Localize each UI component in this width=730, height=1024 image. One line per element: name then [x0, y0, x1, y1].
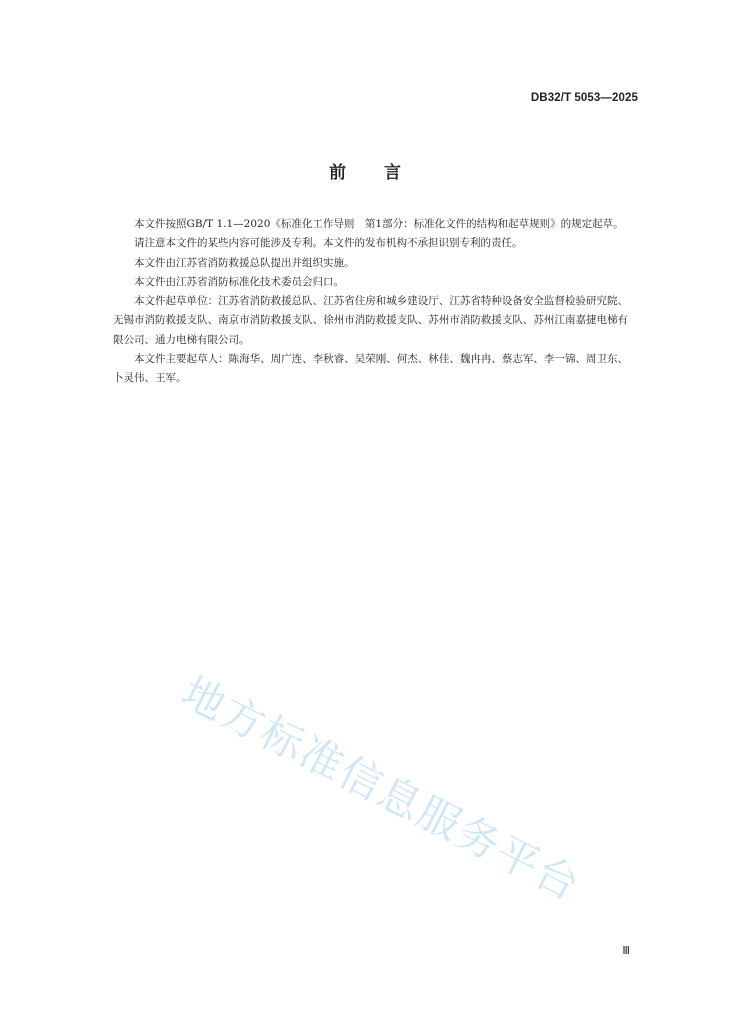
paragraph-patent-notice: 请注意本文件的某些内容可能涉及专利。本文件的发布机构不承担识别专利的责任。 — [134, 237, 523, 250]
paragraph-drafting-units: 本文件起草单位：江苏省消防救援总队、江苏省住房和城乡建设厅、江苏省特种设备安全监督检验研究院、无锡市消防救援支队、南京市消防救援支队、徐州市消防救援支队、苏州市消防救援支队、苏州江南嘉捷电梯有限公司、通力电梯有限公司。 — [113, 295, 628, 346]
paragraph-technical-committee: 本文件由江苏省消防标准化技术委员会归口。 — [134, 275, 344, 288]
standard-code: DB32/T 5053—2025 — [530, 92, 638, 104]
paragraph-drafting-rules: 本文件按照GB/T 1.1—2020《标准化工作导则 第1部分：标准化文件的结构和起草规则》的规定起草。 — [134, 218, 624, 230]
paragraph-main-drafters: 本文件主要起草人：陈海华、周广连、李秋睿、吴荣刚、何杰、林佳、魏冉冉、蔡志军、李一锦、周卫东、卜灵伟、王军。 — [113, 353, 628, 385]
page-title: 前言 — [329, 163, 439, 183]
page-number: Ⅲ — [622, 945, 630, 957]
foreword-body — [113, 215, 628, 389]
paragraph-proposer: 本文件由江苏省消防救援总队提出并组织实施。 — [134, 256, 355, 269]
watermark: 地方标准信息服务平台 — [174, 667, 589, 911]
